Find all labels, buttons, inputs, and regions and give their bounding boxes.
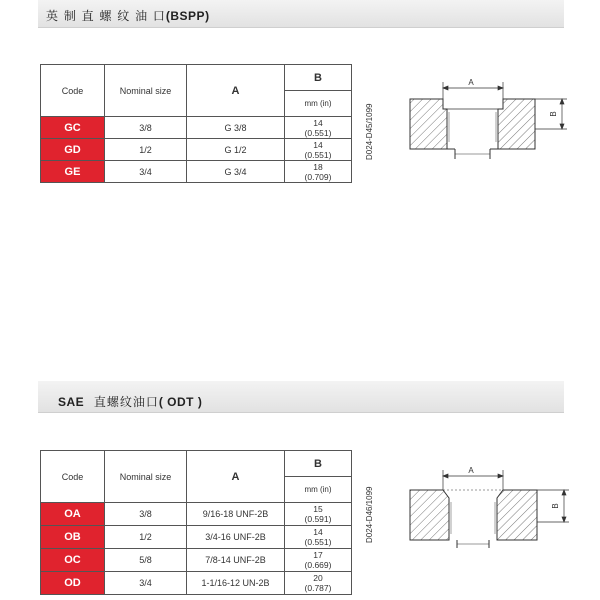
a-cell: G 3/8 (187, 117, 285, 139)
nominal-cell: 3/4 (105, 161, 187, 183)
table-row (41, 117, 352, 139)
col-header-code: Code (41, 451, 105, 503)
dim-a-label: A (468, 78, 474, 87)
code-cell: OD (41, 572, 105, 595)
code-cell: OB (41, 526, 105, 549)
port-cross-section (410, 99, 535, 159)
nominal-cell: 3/4 (105, 572, 187, 595)
b-mm: 17 (313, 550, 323, 560)
table-row (41, 572, 352, 595)
section-header-bspp (38, 0, 564, 28)
a-cell: 7/8-14 UNF-2B (187, 549, 285, 572)
drawing-ref-label: D024-D45/1099 (365, 103, 374, 160)
code-cell: OA (41, 503, 105, 526)
b-mm: 18 (313, 161, 323, 172)
b-cell (285, 117, 352, 139)
b-in: (0.709) (304, 171, 332, 182)
title-cn: 英 制 直 螺 纹 油 口 (46, 9, 166, 23)
table-row (41, 526, 352, 549)
col-header-nominal: Nominal size (105, 65, 187, 117)
a-cell: G 1/2 (187, 139, 285, 161)
title-latin-suffix: ( ODT ) (158, 395, 203, 409)
b-cell (285, 549, 352, 572)
nominal-cell: 1/2 (105, 139, 187, 161)
a-cell: G 3/4 (187, 161, 285, 183)
title-latin: (BSPP) (165, 9, 210, 23)
b-in: (0.551) (304, 149, 332, 160)
b-mm: 14 (313, 139, 323, 150)
col-header-b-unit: mm (in) (285, 477, 352, 503)
table-row (41, 549, 352, 572)
a-cell: 9/16-18 UNF-2B (187, 503, 285, 526)
col-header-nominal: Nominal size (105, 451, 187, 503)
col-header-b: B (285, 451, 352, 477)
section-title-sae (58, 393, 202, 410)
nominal-cell: 3/8 (105, 117, 187, 139)
code-cell: OC (41, 549, 105, 572)
b-in: (0.669) (304, 560, 332, 570)
col-header-b-unit: mm (in) (285, 91, 352, 117)
bspp-port-diagram (405, 74, 575, 164)
code-cell: GD (41, 139, 105, 161)
nominal-cell: 5/8 (105, 549, 187, 572)
b-in: (0.551) (304, 537, 332, 547)
b-mm: 14 (313, 117, 323, 128)
b-in: (0.787) (304, 583, 332, 593)
dim-a-label: A (468, 466, 474, 475)
b-cell (285, 139, 352, 161)
col-header-code: Code (41, 65, 105, 117)
b-cell (285, 572, 352, 595)
b-cell (285, 161, 352, 183)
dim-b-label: B (551, 503, 560, 509)
b-mm: 15 (313, 504, 323, 514)
title-cn: 直螺纹油口 (93, 395, 159, 409)
a-cell: 1-1/16-12 UN-2B (187, 572, 285, 595)
b-cell (285, 526, 352, 549)
title-latin-prefix: SAE (58, 395, 85, 409)
nominal-cell: 1/2 (105, 526, 187, 549)
section-title-bspp (46, 7, 210, 24)
col-header-b: B (285, 65, 352, 91)
nominal-cell: 3/8 (105, 503, 187, 526)
col-header-a: A (187, 65, 285, 117)
sae-spec-table (40, 450, 352, 595)
sae-port-diagram (405, 462, 575, 552)
a-cell: 3/4-16 UNF-2B (187, 526, 285, 549)
b-in: (0.551) (304, 127, 332, 138)
table-row (41, 139, 352, 161)
drawing-ref-label: D024-D46/1099 (365, 486, 374, 543)
dim-b-label: B (549, 111, 558, 117)
table-row (41, 503, 352, 526)
code-cell: GC (41, 117, 105, 139)
b-mm: 14 (313, 527, 323, 537)
col-header-a: A (187, 451, 285, 503)
port-cross-section (410, 490, 537, 548)
b-mm: 20 (313, 573, 323, 583)
bspp-spec-table (40, 64, 352, 183)
section-header-sae (38, 381, 564, 413)
b-cell (285, 503, 352, 526)
code-cell: GE (41, 161, 105, 183)
b-in: (0.591) (304, 514, 332, 524)
table-row (41, 161, 352, 183)
